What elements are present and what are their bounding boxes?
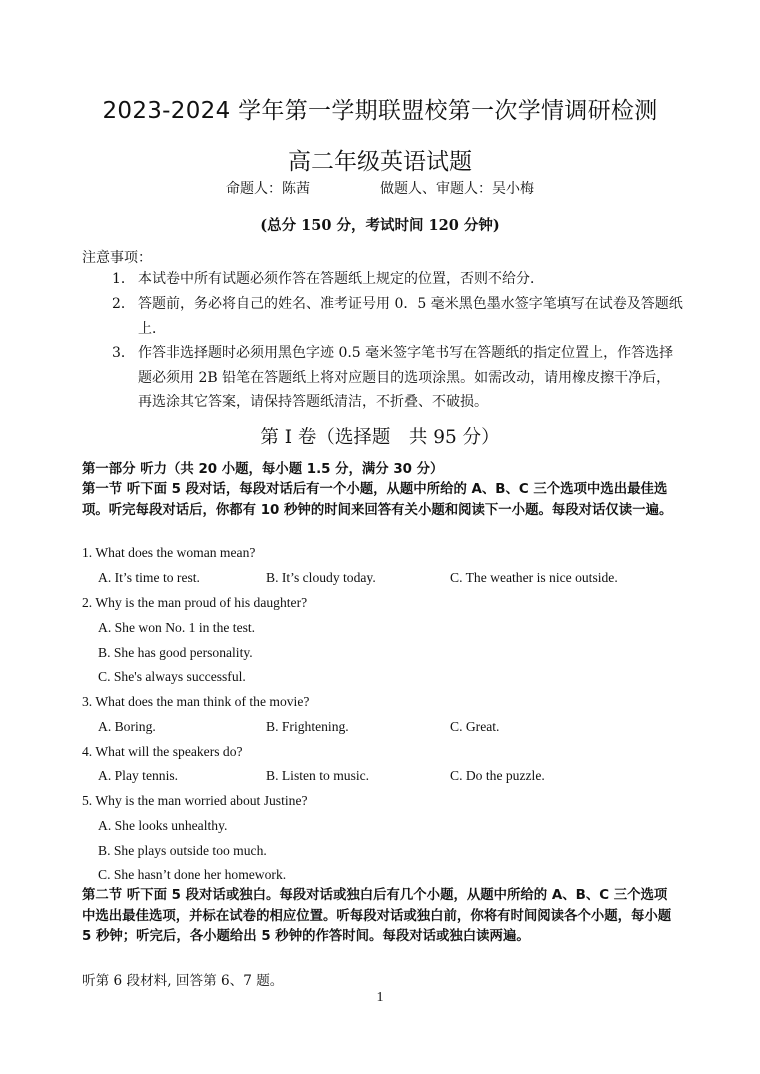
note-number: 3．	[112, 345, 135, 361]
question-stem: 5. Why is the man worried about Justine?	[82, 793, 308, 808]
exam-title: 2023-2024 学年第一学期联盟校第一次学情调研检测	[102, 98, 658, 124]
note-text: 答题前，务必将自己的姓名、准考证号用 0．5 毫米黑色墨水签字笔填写在试卷及答题纸上．	[138, 296, 683, 337]
note-item	[112, 267, 683, 292]
section2-instructions: 第二节 听下面 5 段对话或独白。每段对话或独白后有几个小题，从题中所给的 A、B、C 三个选项中选出最佳选项，并标在试卷的相应位置。听每段对话或独白前，你将有时间阅读各个小题，每小题 5 秒钟；听完后，各小题给出 5 秒钟的作答时间。每段对话或独白读两遍。	[82, 888, 672, 944]
option-a: A. She won No. 1 in the test.	[98, 620, 256, 635]
page-number: 1	[376, 990, 384, 1005]
note-item	[112, 341, 683, 415]
question-stem: 3. What does the man think of the movie?	[82, 694, 310, 709]
part1-heading: 第一部分 听力（共 20 小题，每小题 1.5 分，满分 30 分）	[82, 462, 444, 477]
note-number: 1．	[112, 271, 135, 287]
question-stem: 4. What will the speakers do?	[82, 744, 243, 759]
option-b: B. She has good personality.	[98, 645, 253, 660]
option-b: B. She plays outside too much.	[98, 843, 267, 858]
option-b: B. Frightening.	[266, 719, 349, 734]
author-label: 命题人：陈茜	[226, 181, 310, 197]
option-c: C. The weather is nice outside.	[450, 570, 618, 585]
listen-note: 听第 6 段材料, 回答第 6、7 题。	[82, 973, 284, 989]
option-c: C. Great.	[450, 719, 500, 734]
option-a: A. Boring.	[98, 719, 156, 734]
note-text: 作答非选择题时必须用黑色字迹 0.5 毫米签字笔书写在答题纸的指定位置上，作答选择题必须用 2B 铅笔在答题纸上将对应题目的选项涂黑。如需改动，请用橡皮擦干净后，再选涂其它答案，请保持答题纸清洁，不折叠、不破损。	[138, 345, 674, 410]
question-stem: 1. What does the woman mean?	[82, 545, 256, 560]
option-c: C. Do the puzzle.	[450, 768, 545, 783]
option-b: B. Listen to music.	[266, 768, 370, 783]
question-stem: 2. Why is the man proud of his daughter?	[82, 595, 308, 610]
option-a: A. She looks unhealthy.	[98, 818, 228, 833]
volume-title: 第 I 卷（选择题 共 95 分）	[260, 427, 500, 448]
note-item	[112, 292, 683, 341]
option-a: A. Play tennis.	[98, 768, 179, 783]
section1-instructions: 第一节 听下面 5 段对话，每段对话后有一个小题，从题中所给的 A、B、C 三个选项中选出最佳选项。听完每段对话后，你都有 10 秒钟的时间来回答有关小题和阅读下一小题。每段对话仅读一遍。	[82, 482, 673, 518]
option-a: A. It’s time to rest.	[98, 570, 200, 585]
score-info: (总分 150 分，考试时间 120 分钟)	[260, 217, 500, 234]
exam-subtitle: 高二年级英语试题	[288, 149, 472, 175]
note-text: 本试卷中所有试题必须作答在答题纸上规定的位置，否则不给分．	[138, 271, 544, 287]
option-c: C. She hasn’t done her homework.	[98, 867, 287, 882]
note-number: 2．	[112, 296, 135, 312]
option-b: B. It’s cloudy today.	[266, 570, 376, 585]
authors-line	[0, 178, 760, 198]
option-c: C. She's always successful.	[98, 669, 246, 684]
notes-heading: 注意事项：	[82, 250, 152, 266]
reviewer-label: 做题人、审题人：吴小梅	[380, 181, 534, 197]
